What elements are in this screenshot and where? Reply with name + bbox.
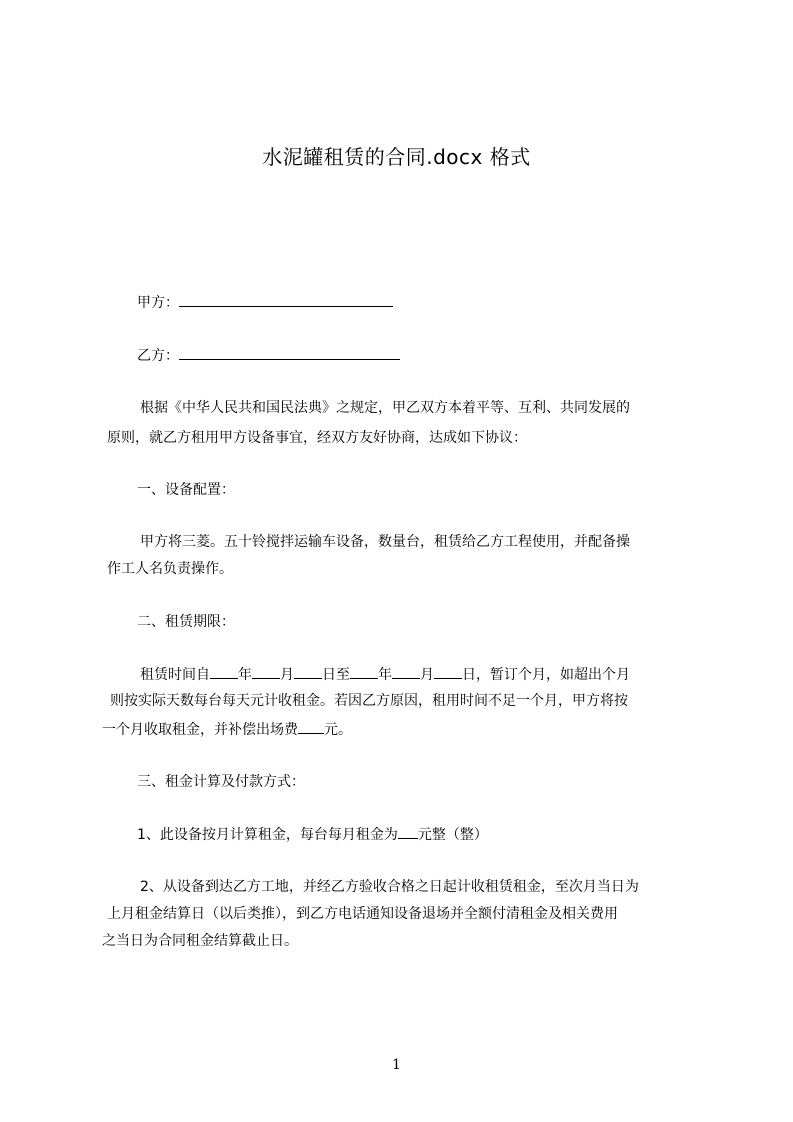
lease-from-text: 租赁时间自 <box>140 667 210 683</box>
item-1-unit: 元整（整） <box>417 827 488 843</box>
end-year-blank <box>350 664 378 679</box>
document-title: 水泥罐租赁的合同.docx 格式 <box>262 145 531 169</box>
month-text: 月 <box>280 667 294 683</box>
section-2-line-1 <box>140 664 630 685</box>
section-3-heading: 三、租金计算及付款方式： <box>137 774 305 790</box>
exit-fee-blank <box>298 719 324 734</box>
page-number: 1 <box>392 1057 401 1073</box>
item-1 <box>137 824 488 845</box>
end-month-blank <box>392 664 420 679</box>
party-a-label: 甲方： <box>137 295 179 311</box>
item-2-line-3: 之当日为合同租金结算截止日。 <box>102 933 298 949</box>
intro-line-1: 根据《中华人民共和国民法典》之规定，甲乙双方本着平等、互利、共同发展的 <box>140 400 630 416</box>
section-1-heading: 一、设备配置： <box>137 482 235 498</box>
day-to-text: 日至 <box>322 667 350 683</box>
party-a-blank <box>179 292 393 307</box>
party-b-blank <box>179 345 400 360</box>
section-2-heading: 二、租赁期限： <box>137 614 235 630</box>
year-text: 年 <box>378 667 392 683</box>
exit-fee-text: 一个月收取租金，并补偿出场费 <box>102 722 298 738</box>
start-year-blank <box>210 664 238 679</box>
monthly-rent-blank <box>398 824 418 839</box>
party-b-line <box>137 345 400 366</box>
start-day-blank <box>294 664 322 679</box>
item-2-line-1: 2、从设备到达乙方工地，并经乙方验收合格之日起计收租赁租金，至次月当日为 <box>140 879 639 895</box>
party-b-label: 乙方： <box>137 348 179 364</box>
section-1-line-2: 作工人名负责操作。 <box>107 561 233 577</box>
lease-term-text: 日，暂订个月，如超出个月 <box>462 667 630 683</box>
start-month-blank <box>252 664 280 679</box>
party-a-line <box>137 292 393 313</box>
section-1-line-1: 甲方将三菱。五十铃搅拌运输车设备，数量台，租赁给乙方工程使用，并配备操 <box>140 534 630 550</box>
intro-line-2: 原则，就乙方租用甲方设备事宜，经双方友好协商，达成如下协议： <box>107 430 527 446</box>
section-2-line-3 <box>102 719 352 740</box>
item-1-text: 1、此设备按月计算租金，每台每月租金为 <box>137 827 398 843</box>
month-text: 月 <box>420 667 434 683</box>
section-2-line-2: 则按实际天数每台每天元计收租金。若因乙方原因，租用时间不足一个月，甲方将按 <box>110 693 628 709</box>
year-text: 年 <box>238 667 252 683</box>
exit-fee-unit: 元。 <box>324 722 352 738</box>
end-day-blank <box>434 664 462 679</box>
item-2-line-2: 上月租金结算日（以后类推），到乙方电话通知设备退场并全额付清租金及相关费用 <box>107 906 618 922</box>
